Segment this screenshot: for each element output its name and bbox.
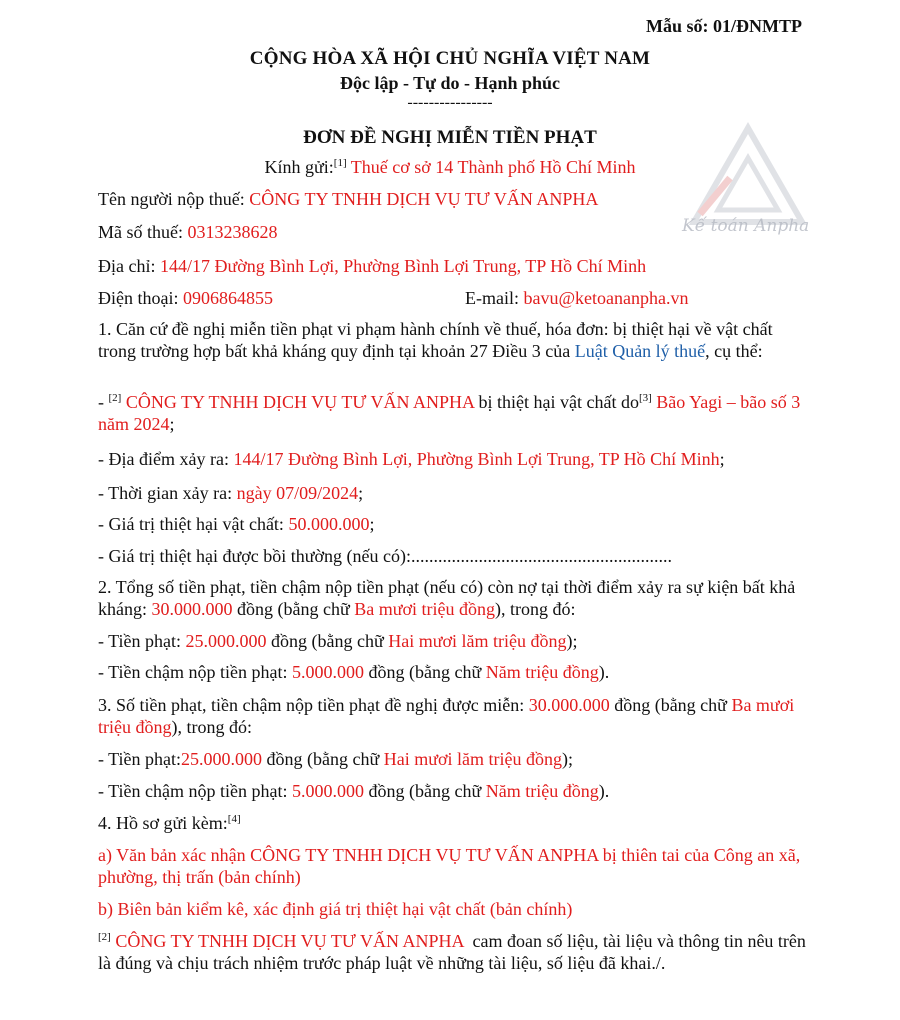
section2-total-mid: đồng (bằng chữ (232, 599, 355, 619)
fine-label: - Tiền phạt: (98, 749, 182, 769)
watermark-text: Kế toán Anpha (682, 216, 810, 236)
email-label: E-mail: (465, 288, 524, 308)
section2-total: 30.000.000 (151, 599, 233, 619)
taxpayer-name: CÔNG TY TNHH DỊCH VỤ TƯ VẤN ANPHA (249, 189, 599, 209)
section3-intro-text: 3. Số tiền phạt, tiền chậm nộp tiền phạt đề nghị được miễn: (98, 695, 529, 715)
email: bavu@ketoananpha.vn (523, 288, 689, 308)
late-end: ). (598, 662, 610, 682)
damage-mid: bị thiệt hại vật chất do (474, 392, 639, 412)
law-link[interactable]: Luật Quản lý thuế (574, 341, 706, 361)
phone-label: Điện thoại: (98, 288, 183, 308)
contact-line (98, 287, 810, 309)
location: 144/17 Đường Bình Lợi, Phường Bình Lợi Trung, TP Hồ Chí Minh (233, 449, 720, 469)
section3-total-end: ), trong đó: (171, 717, 252, 737)
damage-prefix: - (98, 392, 109, 412)
section2-total-end: ), trong đó: (495, 599, 576, 619)
late-mid: đồng (bằng chữ (363, 662, 486, 682)
section2-total-words: Ba mươi triệu đồng (354, 599, 495, 619)
section3-total-mid: đồng (bằng chữ (609, 695, 732, 715)
time: ngày 07/09/2024 (236, 483, 359, 503)
time-line (98, 482, 810, 504)
damage-value-end: ; (369, 514, 375, 534)
address: 144/17 Đường Bình Lợi, Phường Bình Lợi Trung, TP Hồ Chí Minh (159, 256, 647, 276)
section2-fine-line (98, 630, 810, 652)
section4-heading (98, 812, 810, 834)
footnote-ref: [4] (227, 813, 241, 825)
time-label: - Thời gian xảy ra: (98, 483, 237, 503)
late-end: ). (598, 781, 610, 801)
section3-fine-line (98, 748, 810, 770)
commitment-text: cam đoan số liệu, tài liệu và thông tin nêu trên là đúng và chịu trách nhiệm trước pháp luật về những tài liệu, số liệu đã khai./. (98, 931, 811, 973)
recipient-label: Kính gửi: (264, 157, 334, 177)
damage-cause: Bão Yagi – bão số 3 năm 2024 (98, 392, 801, 434)
section2-late-line (98, 661, 810, 683)
tax-code: 0313238628 (187, 222, 278, 242)
time-end: ; (358, 483, 364, 503)
late-mid: đồng (bằng chữ (363, 781, 486, 801)
section3-intro (98, 694, 810, 738)
section2-intro (98, 576, 810, 620)
address-line (98, 255, 810, 277)
damage-end: ; (169, 414, 175, 434)
section4-label: 4. Hồ sơ gửi kèm: (98, 813, 228, 833)
form-number: Mẫu số: 01/ĐNMTP (646, 16, 802, 36)
location-line (98, 448, 810, 470)
damage-value-line (98, 513, 810, 535)
late-amount: 5.000.000 (291, 781, 364, 801)
late-amount: 5.000.000 (291, 662, 364, 682)
attachment-a: a) Văn bản xác nhận CÔNG TY TNHH DỊCH VỤ TƯ VẤN ANPHA bị thiên tai của Công an xã, phường, thị trấn (bản chính) (98, 845, 801, 887)
phone: 0906864855 (182, 288, 273, 308)
fine-words: Hai mươi lăm triệu đồng (388, 631, 567, 651)
section2-intro-text: 2. Tổng số tiền phạt, tiền chậm nộp tiền phạt (nếu có) còn nợ tại thời điểm xảy ra sự kiện bất khả kháng: (98, 577, 796, 619)
location-end: ; (719, 449, 725, 469)
late-label: - Tiền chậm nộp tiền phạt: (98, 662, 292, 682)
motto: Độc lập - Tự do - Hạnh phúc (339, 73, 561, 93)
location-label: - Địa điểm xảy ra: (98, 449, 234, 469)
taxpayer-name-label: Tên người nộp thuế: (98, 189, 250, 209)
tax-code-label: Mã số thuế: (98, 222, 188, 242)
tax-code-line (98, 221, 810, 243)
damage-value: 50.000.000 (288, 514, 370, 534)
damage-company: CÔNG TY TNHH DỊCH VỤ TƯ VẤN ANPHA (121, 392, 474, 412)
fine-mid: đồng (bằng chữ (262, 749, 384, 769)
section3-total-words: Ba mươi triệu đồng (98, 695, 795, 737)
fine-end: ); (562, 749, 573, 769)
email-group (465, 287, 689, 309)
footnote-ref: [3] (638, 392, 652, 404)
section1-intro (98, 318, 810, 362)
taxpayer-name-line (98, 188, 810, 210)
fine-amount: 25.000.000 (181, 749, 263, 769)
fine-end: ); (566, 631, 578, 651)
attachment-b: b) Biên bản kiểm kê, xác định giá trị thiệt hại vật chất (bản chính) (98, 899, 573, 919)
fine-label: - Tiền phạt: (98, 631, 186, 651)
late-words: Năm triệu đồng (485, 781, 599, 801)
late-label: - Tiền chậm nộp tiền phạt: (98, 781, 292, 801)
recipient-value: Thuế cơ sở 14 Thành phố Hồ Chí Minh (346, 157, 636, 177)
section3-total: 30.000.000 (528, 695, 610, 715)
section3-late-line (98, 780, 810, 802)
section1-intro-end: , cụ thể: (705, 341, 763, 361)
footnote-ref: [2] (98, 931, 111, 943)
late-words: Năm triệu đồng (485, 662, 599, 682)
compensation-line: - Giá trị thiệt hại được bồi thường (nếu có):.......................................................... (98, 546, 672, 566)
damage-value-label: - Giá trị thiệt hại vật chất: (98, 514, 289, 534)
fine-amount: 25.000.000 (185, 631, 267, 651)
damage-line (98, 391, 810, 435)
footnote-ref: [2] (108, 392, 122, 404)
fine-words: Hai mươi lăm triệu đồng (383, 749, 562, 769)
document-title: ĐƠN ĐỀ NGHỊ MIỄN TIỀN PHẠT (303, 127, 597, 148)
commitment (98, 930, 810, 974)
separator: ---------------- (407, 94, 493, 111)
nation-heading: CỘNG HÒA XÃ HỘI CHỦ NGHĨA VIỆT NAM (249, 48, 651, 69)
commitment-company: CÔNG TY TNHH DỊCH VỤ TƯ VẤN ANPHA (110, 931, 464, 951)
recipient-line (0, 157, 900, 178)
address-label: Địa chỉ: (98, 256, 160, 276)
section1-intro-text: 1. Căn cứ đề nghị miễn tiền phạt vi phạm hành chính về thuế, hóa đơn: bị thiệt hại về vật chất trong trường hợp bất khả kháng quy định tại khoản 27 Điều 3 của (98, 319, 773, 361)
fine-mid: đồng (bằng chữ (266, 631, 389, 651)
footnote-ref: [1] (333, 157, 347, 169)
